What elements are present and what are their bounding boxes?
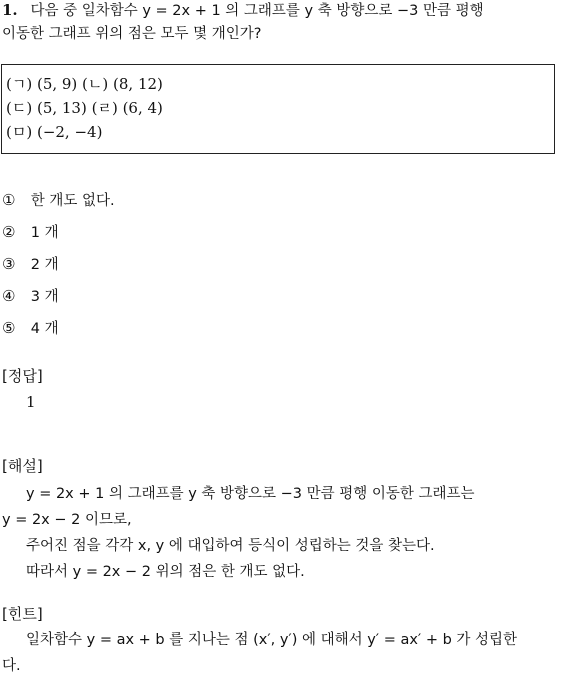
explanation-label: [해설] bbox=[2, 457, 43, 475]
choice-mark: ③ bbox=[2, 255, 16, 273]
answer-value: 1 bbox=[26, 393, 36, 411]
question-text-1: 다음 중 일차함수 y = 2x + 1 의 그래프를 y 축 방향으로 −3 만큼 평행 bbox=[30, 3, 484, 19]
explanation-line-4: 따라서 y = 2x − 2 위의 점은 한 개도 없다. bbox=[26, 564, 305, 580]
choice-mark: ① bbox=[2, 191, 16, 209]
points-row-1: (ㄱ) (5, 9) (ㄴ) (8, 12) bbox=[6, 75, 163, 93]
choice-5[interactable] bbox=[2, 318, 59, 339]
choice-text: 4 개 bbox=[30, 321, 59, 337]
question-number: 1. bbox=[2, 1, 18, 19]
choice-text: 2 개 bbox=[30, 257, 59, 273]
hint-line-1: 일차함수 y = ax + b 를 지나는 점 (x′, y′) 에 대해서 y′ = ax′ + b 가 성립한 bbox=[26, 632, 518, 648]
explanation-line-3: 주어진 점을 각각 x, y 에 대입하여 등식이 성립하는 것을 찾는다. bbox=[26, 538, 435, 554]
choice-3[interactable] bbox=[2, 254, 59, 275]
choice-text: 한 개도 없다. bbox=[30, 193, 115, 209]
choice-mark: ⑤ bbox=[2, 319, 16, 337]
question-line-2: 이동한 그래프 위의 점은 모두 몇 개인가? bbox=[2, 26, 262, 42]
choice-1[interactable] bbox=[2, 190, 115, 211]
explanation-line-1: y = 2x + 1 의 그래프를 y 축 방향으로 −3 만큼 평행 이동한 그래프는 bbox=[26, 486, 475, 502]
answer-label: [정답] bbox=[2, 367, 43, 385]
explanation-line-2: y = 2x − 2 이므로, bbox=[2, 512, 132, 528]
hint-line-2: 다. bbox=[2, 658, 21, 674]
choice-mark: ④ bbox=[2, 287, 16, 305]
question-line-1 bbox=[2, 0, 484, 21]
choice-text: 3 개 bbox=[30, 289, 59, 305]
hint-label: [힌트] bbox=[2, 605, 43, 623]
choice-mark: ② bbox=[2, 223, 16, 241]
points-row-2: (ㄷ) (5, 13) (ㄹ) (6, 4) bbox=[6, 99, 163, 117]
choice-2[interactable] bbox=[2, 222, 59, 243]
choice-4[interactable] bbox=[2, 286, 59, 307]
points-row-3: (ㅁ) (−2, −4) bbox=[6, 123, 103, 141]
choice-text: 1 개 bbox=[30, 225, 59, 241]
